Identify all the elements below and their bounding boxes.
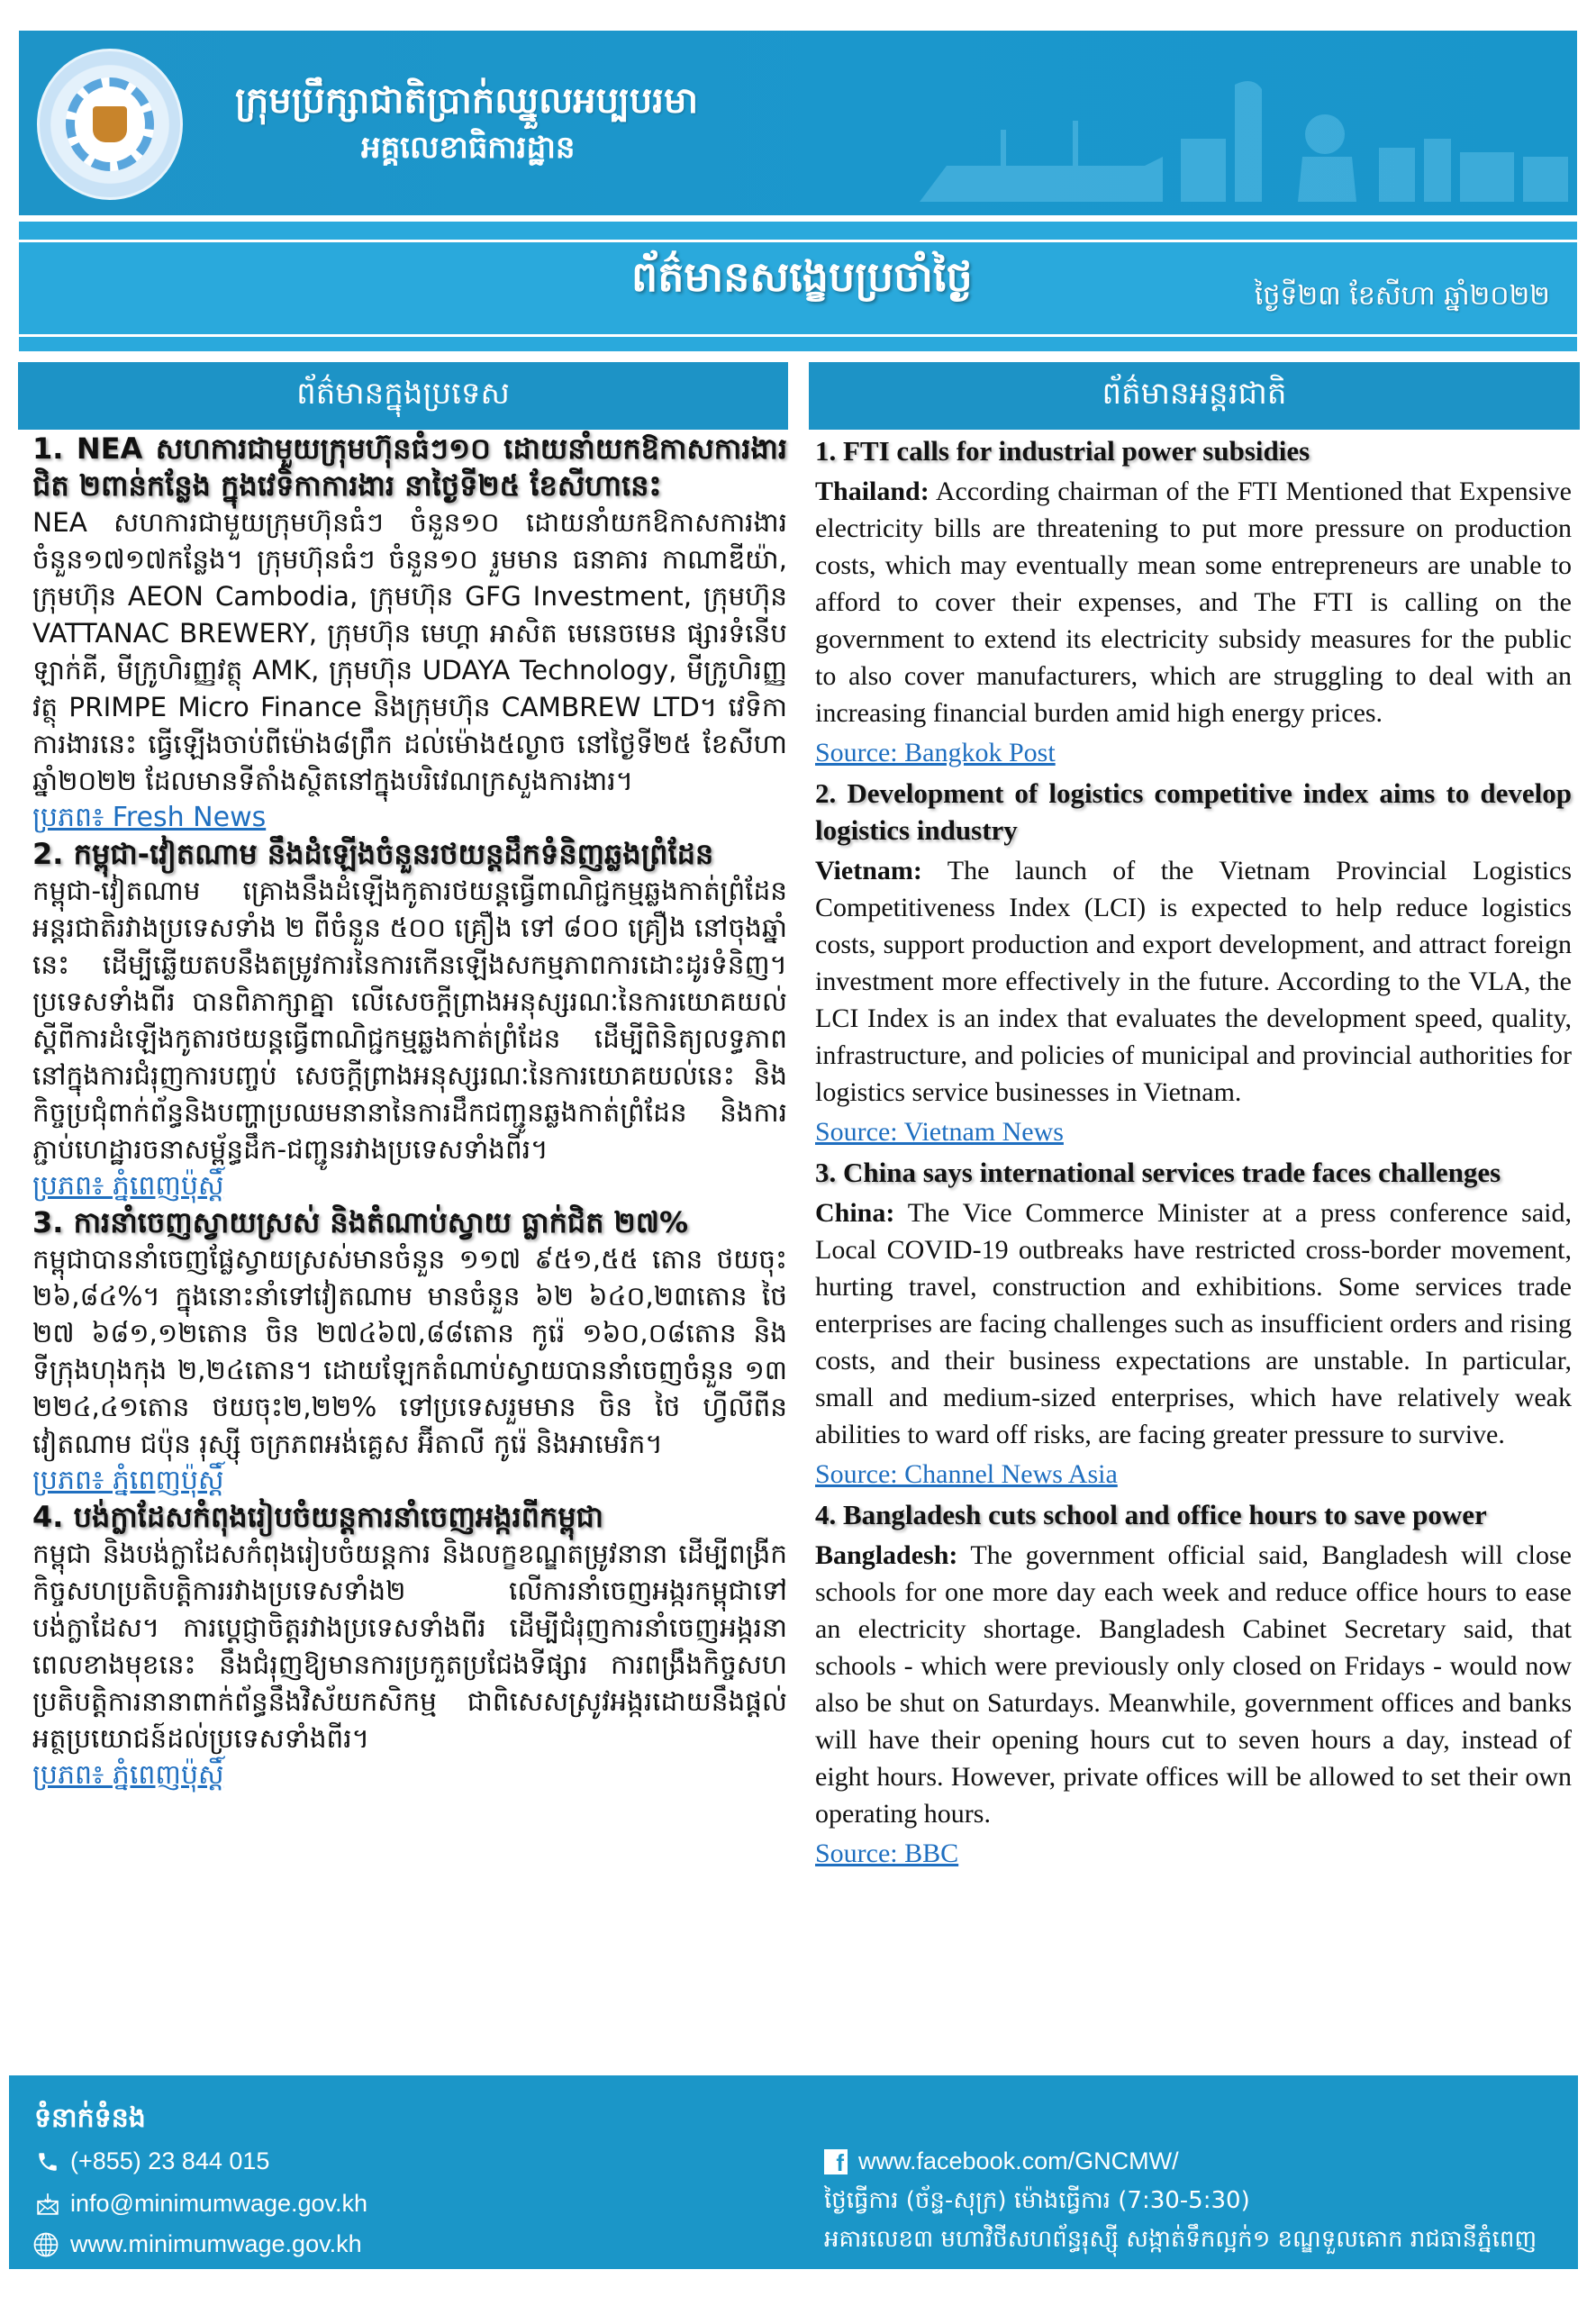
- international-news-heading: ព័ត៌មានអន្តរជាតិ: [809, 362, 1580, 430]
- news-body: [815, 852, 1572, 1111]
- news-source-link[interactable]: Source: Channel News Asia: [815, 1459, 1118, 1489]
- news-body: កម្ពុជា-វៀតណាម គ្រោងនឹងដំឡើងកូតារថយន្តធ្វើពាណិជ្ជកម្មឆ្លងកាត់ព្រំដែនអន្តរជាតិរវាងប្រទេសទាំង ២ ពីចំនួន ៥០០ គ្រឿង ទៅ ៨០០ គ្រឿង នៅចុងឆ្នាំនេះ ដើម្បីឆ្លើយតបនឹងតម្រូវការនៃការកើនឡើងសកម្មភាពការដោះដូរទំនិញ។ ប្រទេសទាំងពីរ បានពិភាក្សាគ្នា លើសេចក្តីព្រាងអនុស្សរណៈនៃការយោគយល់ស្តីពីការដំឡើងកូតារថយន្តធ្វើពាណិជ្ជកម្មឆ្លងកាត់ព្រំដែន ដើម្បីពិនិត្យលទ្ធភាពនៅក្នុងការជំរុញការបញ្ចប់ សេចក្តីព្រាងអនុស្សរណៈនៃការយោគយល់នេះ និងកិច្ចប្រជុំពាក់ព័ន្ធនិងបញ្ហាប្រឈមនានានៃការដឹកជញ្ជូនឆ្លងកាត់ព្រំដែន និងការភ្ជាប់ហេដ្ឋារចនាសម្ព័ន្ធដឹក-ជញ្ជូនរវាងប្រទេសទាំងពីរ។: [32, 876, 787, 1165]
- news-body: [815, 1194, 1572, 1453]
- news-item: [32, 431, 787, 836]
- website-row: [32, 2230, 362, 2258]
- contact-title: ទំនាក់ទំនង: [34, 2102, 146, 2134]
- header-banner: [19, 31, 1577, 215]
- news-headline: 4. Bangladesh cuts school and office hours to save power: [815, 1499, 1487, 1530]
- scale-emblem-icon: [93, 106, 127, 142]
- office-hours: ថ្ងៃធ្វើការ (ច័ន្ទ-សុក្រ) ម៉ោងធ្វើការ (7:30-5:30): [824, 2187, 1250, 2214]
- news-country: China:: [815, 1198, 895, 1228]
- page-title: ព័ត៌មានសង្ខេបប្រចាំថ្ងៃ: [631, 252, 973, 301]
- news-source-link[interactable]: ប្រភព៖ Fresh News: [32, 802, 267, 833]
- news-headline: 1. NEA សហការជាមួយក្រុមហ៊ុនធំៗ១០ ដោយនាំយកឱកាសការងារជិត ២ពាន់កន្លែង ក្នុងវេទិកាការងារ នាថ្ងៃទី២៥ ខែសីហានេះ: [32, 431, 787, 503]
- news-text: The Vice Commerce Minister at a press conference said, Local COVID-19 outbreaks have restricted cross-border movement, hurting travel, construction and exhibitions. Some services trade enterprises are facing challenges such as insufficient orders and rising costs, and their business expectations are unstable. In particular, small and medium-sized enterprises, which have relatively weak abilities to ward off risks, are facing greater pressure to survive.: [815, 1198, 1572, 1449]
- news-headline: 1. FTI calls for industrial power subsidies: [815, 435, 1310, 467]
- news-body: កម្ពុជាបាននាំចេញផ្លែស្វាយស្រស់មានចំនួន ១១៧ ៩៥១,៥៥ តោន ថយចុះ ២៦,៨៤%។ ក្នុងនោះនាំទៅវៀតណាម មានចំនួន ៦២ ៦៤០,២៣តោន ថៃ ២៧ ៦៨១,១២តោន ចិន ២៧៤៦៧,៨៨តោន កូរ៉េ ១៦០,០៨តោន និងទីក្រុងហុងកុង ២,២៤តោន។ ដោយឡែកតំណាប់ស្វាយបាននាំចេញចំនួន ១៣ ២២៤,៤១តោន ថយចុះ២,២២% ទៅប្រទេសរួមមាន ចិន ថៃ ហ្វីលីពីន វៀតណាម ជប៉ុន រុស្ស៊ី ចក្រភពអង់គ្លេស អ៊ីតាលី កូរ៉េ និងអាមេរិក។: [32, 1244, 787, 1459]
- news-text: The government official said, Bangladesh will close schools for one more day each week and reduce office hours to ease an electricity shortage. Bangladesh Cabinet Secretary said, that schools - which were previously only closed on Fridays - would now also be shut on Saturdays. Meanwhile, government offices and banks will have their opening hours cut to seven hours a day, instead of eight hours. However, private offices will be allowed to set their own operating hours.: [815, 1540, 1572, 1829]
- phone-icon: [36, 2150, 59, 2174]
- news-item: [815, 432, 1572, 773]
- news-item: [32, 1204, 787, 1499]
- facebook-link[interactable]: www.facebook.com/GNCMW/: [858, 2147, 1179, 2174]
- news-item: [815, 775, 1572, 1152]
- news-source-link[interactable]: ប្រភព៖ ភ្នំពេញប៉ុស្តិ៍: [32, 1170, 224, 1202]
- news-source-link[interactable]: ប្រភព៖ ភ្នំពេញប៉ុស្តិ៍: [32, 1759, 224, 1791]
- facebook-row: [824, 2147, 1179, 2175]
- news-body: NEA សហការជាមួយក្រុមហ៊ុនធំៗ ចំនួន១០ ដោយនាំយកឱកាសការងារចំនួន១៧១៧កន្លែង។ ក្រុមហ៊ុនធំៗ ចំនួន១០ រួមមាន ធនាគារ កាណាឌីយ៉ា, ក្រុមហ៊ុន AEON Cambodia, ក្រុមហ៊ុន GFG Investment, ក្រុមហ៊ុន VATTANAC BREWERY, ក្រុមហ៊ុន មេហ្គា អាសិត មេនេចមេន ផ្សារទំនើបឡាក់គី, មីក្រូហិរញ្ញវត្ថុ AMK, ក្រុមហ៊ុន UDAYA Technology, មីក្រូហិរញ្ញវត្ថុ PRIMPE Micro Finance និងក្រុមហ៊ុន CAMBREW LTD។ វេទិកាការងារនេះ ធ្វើឡើងចាប់ពីម៉ោង៨ព្រឹក ដល់ម៉ោង៥ល្ងាច នៅថ្ងៃទី២៥ ខែសីហា ឆ្នាំ២០២២ ដែលមានទីតាំងស្ថិតនៅក្នុងបរិវេណក្រសួងការងារ។: [32, 507, 787, 796]
- news-source-link[interactable]: ប្រភព៖ ភ្នំពេញប៉ុស្តិ៍: [32, 1465, 224, 1496]
- email-row: [36, 2190, 367, 2218]
- international-news-column: [815, 431, 1572, 1874]
- news-source-link[interactable]: Source: Vietnam News: [815, 1117, 1064, 1147]
- globe-icon: [32, 2231, 59, 2258]
- news-item: [815, 1496, 1572, 1874]
- office-address: អគារលេខ៣ មហាវិថីសហព័ន្ធរុស្ស៊ី សង្កាត់ទឹកល្អក់១ ខណ្ឌទួលគោក រាជធានីភ្នំពេញ: [824, 2226, 1537, 2253]
- news-country: Thailand:: [815, 477, 929, 506]
- website-link[interactable]: www.minimumwage.gov.kh: [70, 2230, 362, 2257]
- organization-name: ក្រុមប្រឹក្សាជាតិប្រាក់ឈ្នួលអប្បបរមា: [235, 79, 699, 122]
- news-body: [815, 1537, 1572, 1832]
- news-item: [815, 1154, 1572, 1494]
- domestic-news-column: [32, 431, 787, 1793]
- facebook-icon: f: [824, 2149, 848, 2174]
- contact-footer: [9, 2075, 1578, 2269]
- city-port-illustration: [893, 67, 1577, 215]
- domestic-news-heading: ព័ត៌មានក្នុងប្រទេស: [18, 362, 788, 430]
- title-bar: [19, 242, 1577, 334]
- news-item: [32, 1499, 787, 1793]
- news-text: According chairman of the FTI Mentioned that Expensive electricity bills are threatening to put more pressure on production costs, which may eventually mean some entrepreneurs are unable to afford to cover their expenses, and The FTI is calling on the government to extend its electricity subsidy measures for the public to also cover manufacturers, which are struggling to deal with an increasing financial burden amid high energy prices.: [815, 477, 1572, 728]
- news-country: Vietnam:: [815, 856, 922, 885]
- news-headline: 4. បង់ក្លាដែសកំពុងរៀបចំយន្តការនាំចេញអង្ករពីកម្ពុជា: [32, 1500, 603, 1534]
- news-headline: 3. China says international services trade faces challenges: [815, 1157, 1501, 1188]
- news-headline: 2. កម្ពុជា-វៀតណាម នឹងដំឡើងចំនួនរថយន្តដឹកទំនិញឆ្លងព្រំដែន: [32, 837, 714, 871]
- organization-subtitle: អគ្គលេខាធិការដ្ឋាន: [361, 130, 576, 166]
- news-source-link[interactable]: Source: Bangkok Post: [815, 738, 1056, 767]
- news-headline: 2. Development of logistics competitive index aims to develop logistics industry: [815, 777, 1572, 846]
- phone-row: [36, 2147, 269, 2175]
- decorative-strip: [19, 222, 1577, 240]
- publication-date: ថ្ងៃទី២៣ ខែសីហា ឆ្នាំ២០២២: [1254, 280, 1550, 312]
- mail-icon: [36, 2193, 59, 2216]
- phone-number[interactable]: (+855) 23 844 015: [70, 2147, 270, 2174]
- news-headline: 3. ការនាំចេញស្វាយស្រស់ និងតំណាប់ស្វាយ ធ្លាក់ជិត ២៧%: [32, 1205, 689, 1239]
- news-item: [32, 836, 787, 1204]
- decorative-strip: [19, 337, 1577, 351]
- news-body: កម្ពុជា និងបង់ក្លាដែសកំពុងរៀបចំយន្តការ និងលក្ខខណ្ឌតម្រូវនានា ដើម្បីពង្រីកកិច្ចសហប្រតិបត្តិការរវាងប្រទេសទាំង២ លើការនាំចេញអង្ករកម្ពុជាទៅបង់ក្លាដែស។ ការប្តេជ្ញាចិត្តរវាងប្រទេសទាំងពីរ ដើម្បីជំរុញការនាំចេញអង្ករនាពេលខាងមុខនេះ នឹងជំរុញឱ្យមានការប្រកួតប្រជែងទីផ្សារ ការពង្រឹងកិច្ចសហប្រតិបត្តិការនានាពាក់ព័ន្ធនឹងវិស័យកសិកម្ម ជាពិសេសស្រូវអង្ករដោយនឹងផ្តល់អត្ថប្រយោជន៍ដល់ប្រទេសទាំងពីរ។: [32, 1539, 787, 1754]
- news-text: The launch of the Vietnam Provincial Logistics Competitiveness Index (LCI) is expected to help reduce logistics costs, support production and export development, and attract foreign investment more effectively in the future. According to the VLA, the LCI Index is an index that evaluates the development speed, quality, infrastructure, and policies of municipal and provincial authorities for logistics service businesses in Vietnam.: [815, 856, 1572, 1107]
- news-source-link[interactable]: Source: BBC: [815, 1838, 959, 1868]
- email-link[interactable]: info@minimumwage.gov.kh: [70, 2190, 368, 2217]
- news-body: [815, 473, 1572, 731]
- news-country: Bangladesh:: [815, 1540, 958, 1570]
